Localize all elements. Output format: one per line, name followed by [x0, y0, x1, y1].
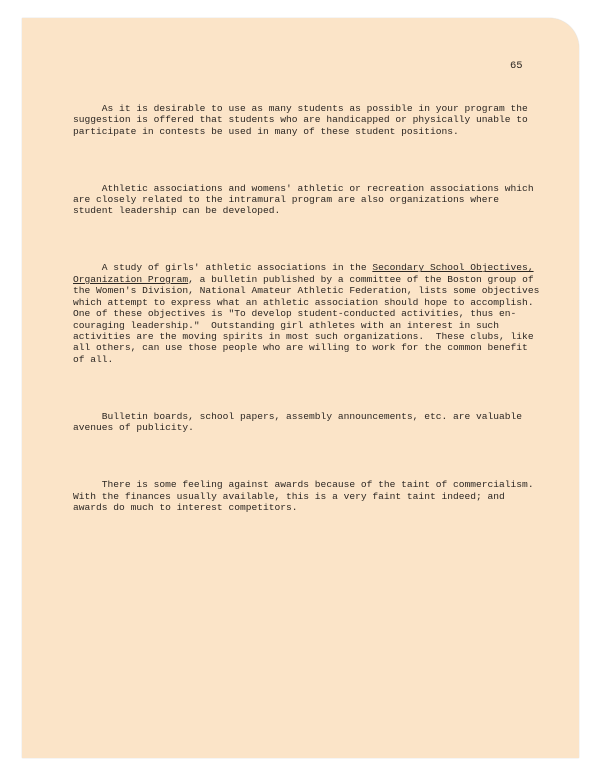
text-line: student leadership can be developed. [73, 205, 281, 217]
text-line: activities are the moving spirits in most such organizations. These clubs, like [73, 330, 534, 342]
bulletin-title-underlined: Secondary School Objectives, [372, 262, 534, 274]
text-line: suggestion is offered that students who are handicapped or physically unable to [73, 114, 528, 126]
text-line: awards do much to interest competitors. [73, 501, 298, 513]
text-line: There is some feeling against awards because of the taint of commercialism. [73, 479, 534, 491]
paragraph-athletic-associations [73, 183, 533, 217]
text-line: are closely related to the intramural program are also organizations where [73, 194, 500, 206]
text-line: of all. [73, 353, 114, 365]
text-line [73, 274, 533, 285]
text-line: One of these objectives is "To develop student-conducted activities, thus en- [73, 308, 517, 320]
bulletin-title-underlined: Organization Program [73, 273, 189, 285]
paragraph-student-positions [73, 103, 533, 137]
text-line: couraging leadership." Outstanding girl athletes with an interest in such [73, 319, 500, 331]
text-line: Bulletin boards, school papers, assembly announcements, etc. are valuable [73, 410, 523, 422]
text-line: avenues of publicity. [73, 422, 194, 434]
paragraph-publicity [73, 411, 533, 434]
text-line: With the finances usually available, this is a very faint taint indeed; and [73, 490, 505, 502]
paragraph-awards [73, 479, 533, 513]
text-line: all others, can use those people who are willing to work for the common benefit [73, 342, 528, 354]
page-body [73, 80, 540, 536]
text-line: Athletic associations and womens' athletic or recreation associations which [73, 182, 534, 194]
text-line: which attempt to express what an athletic association should hope to accomplish. [73, 296, 534, 308]
page-number: 65 [510, 60, 523, 72]
text-segment: , a bulletin published by a committee of the Boston group of [188, 273, 534, 285]
paragraph-girls-athletic-study [73, 262, 540, 365]
text-line: the Women's Division, National Amateur Athletic Federation, lists some objectives [73, 285, 540, 297]
text-line: participate in contests be used in many of these student positions. [73, 125, 459, 137]
text-line: As it is desirable to use as many students as possible in your program the [73, 102, 528, 114]
text-line [73, 262, 533, 273]
text-segment: A study of girls' athletic associations in the [73, 262, 373, 274]
